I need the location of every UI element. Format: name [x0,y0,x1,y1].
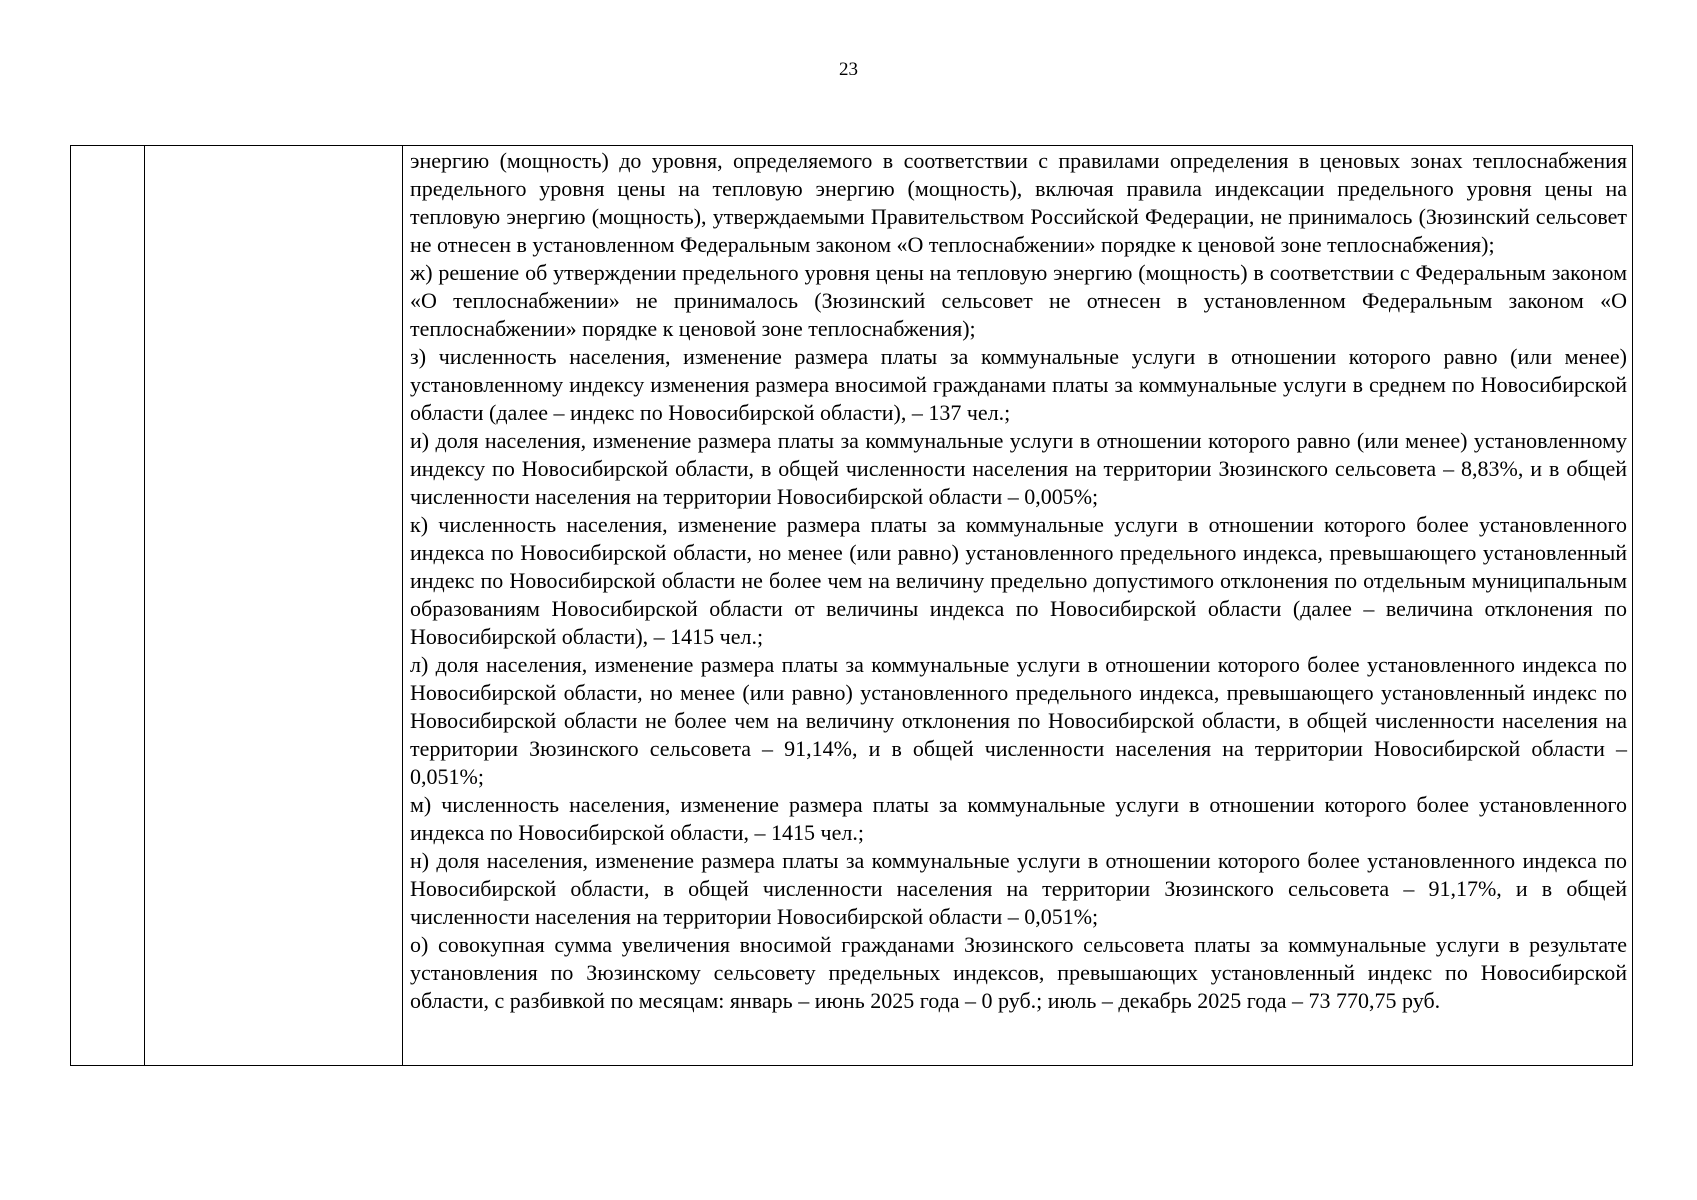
content-cell [403,146,1633,1066]
paragraph-m: м) численность населения, изменение размера платы за коммунальные услуги в отношении которого более установленного индекса по Новосибирской области, – 1415 чел.; [410,792,1627,845]
paragraph-i: и) доля населения, изменение размера платы за коммунальные услуги в отношении которого равно (или менее) установленному индексу по Новосибирской области, в общей численности населения на территории Зюзинского сельсовета – 8,83%, и в общей численности населения на территории Новосибирской области – 0,005%; [410,428,1627,509]
empty-number-cell [71,146,145,1066]
paragraph-continuation: энергию (мощность) до уровня, определяемого в соответствии с правилами определения в ценовых зонах теплоснабжения предельного уровня цены на тепловую энергию (мощность), включая правила индексации предельного уровня цены на тепловую энергию (мощность), утверждаемыми Правительством Российской Федерации, не принималось (Зюзинский сельсовет не отнесен в установленном Федеральным законом «О теплоснабжении» порядке к ценовой зоне теплоснабжения); [410,148,1627,257]
document-table [70,145,1633,1066]
paragraph-o: о) совокупная сумма увеличения вносимой гражданами Зюзинского сельсовета платы за коммунальные услуги в результате установления по Зюзинскому сельсовету предельных индексов, превышающих установленный индекс по Новосибирской области, с разбивкой по месяцам: январь – июнь 2025 года – 0 руб.; июль – декабрь 2025 года – 73 770,75 руб. [410,932,1627,1013]
page-number: 23 [839,59,858,80]
paragraph-z: з) численность населения, изменение размера платы за коммунальные услуги в отношении которого равно (или менее) установленному индексу изменения размера вносимой гражданами платы за коммунальные услуги в среднем по Новосибирской области (далее – индекс по Новосибирской области), – 137 чел.; [410,344,1627,425]
paragraph-l: л) доля населения, изменение размера платы за коммунальные услуги в отношении которого более установленного индекса по Новосибирской области, но менее (или равно) установленного предельного индекса, превышающего установленный индекс по Новосибирской области не более чем на величину отклонения по Новосибирской области, в общей численности населения на территории Зюзинского сельсовета – 91,14%, и в общей численности населения на территории Новосибирской области – 0,051%; [410,652,1627,789]
table-row [71,146,1633,1066]
paragraph-zh: ж) решение об утверждении предельного уровня цены на тепловую энергию (мощность) в соответствии с Федеральным законом «О теплоснабжении» не принималось (Зюзинский сельсовет не отнесен в установленном Федеральным законом «О теплоснабжении» порядке к ценовой зоне теплоснабжения); [410,260,1627,341]
empty-name-cell [145,146,403,1066]
paragraph-n: н) доля населения, изменение размера платы за коммунальные услуги в отношении которого более установленного индекса по Новосибирской области, в общей численности населения на территории Зюзинского сельсовета – 91,17%, и в общей численности населения на территории Новосибирской области – 0,051%; [410,848,1627,929]
paragraph-k: к) численность населения, изменение размера платы за коммунальные услуги в отношении которого более установленного индекса по Новосибирской области, но менее (или равно) установленного предельного индекса, превышающего установленный индекс по Новосибирской области не более чем на величину предельно допустимого отклонения по отдельным муниципальным образованиям Новосибирской области от величины индекса по Новосибирской области (далее – величина отклонения по Новосибирской области), – 1415 чел.; [410,512,1627,649]
